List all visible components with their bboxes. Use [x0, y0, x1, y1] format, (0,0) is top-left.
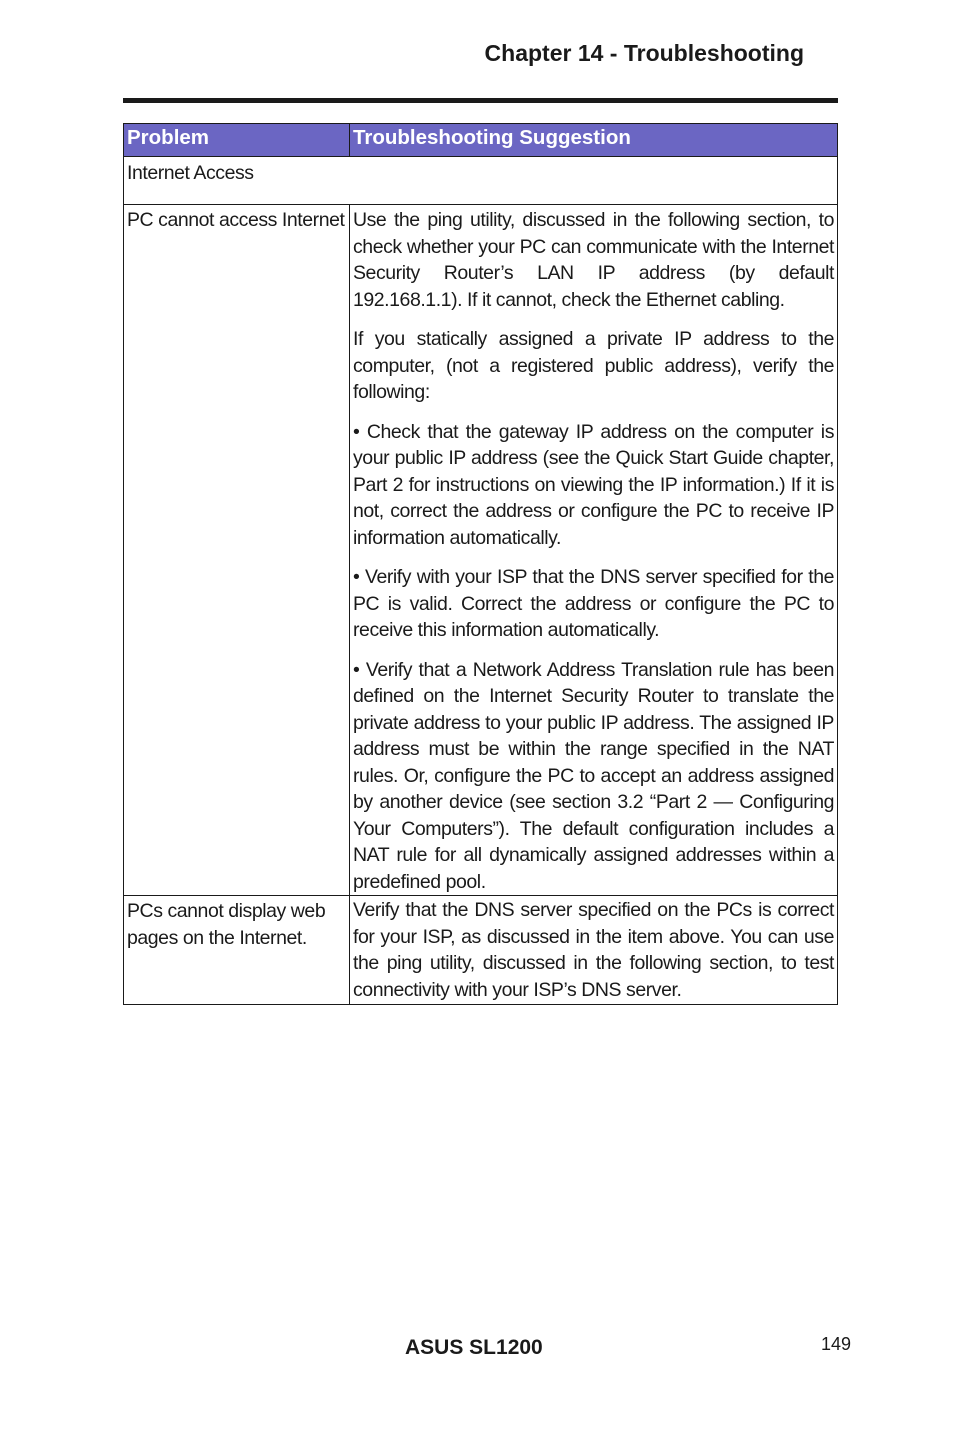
problem-cell: PCs cannot display web pages on the Internet.	[124, 896, 350, 1005]
chapter-title: Chapter 14 - Troubleshooting	[484, 40, 804, 66]
section-label: Internet Access	[124, 157, 838, 205]
footer-product-name: ASUS SL1200	[405, 1336, 543, 1359]
suggestion-paragraph: If you statically assigned a private IP address to the computer, (not a registered public address), verify the following:	[353, 328, 834, 403]
suggestion-cell	[350, 896, 838, 1005]
table-row	[124, 896, 838, 1005]
suggestion-paragraph: Verify that the DNS server specified on the PCs is correct for your ISP, as discussed in the item above. You can use the ping utility, discussed in the following section, to test connectivity with your ISP’s DNS server.	[353, 899, 834, 1001]
suggestion-bullet: • Verify that a Network Address Translation rule has been defined on the Internet Security Router to translate the private address to your public IP address. The assigned IP address must be within the range specified in the NAT rules. Or, configure the PC to accept an address assigned by another device (see section 3.2 “Part 2 — Configuring Your Computers”). The default configuration includes a NAT rule for all dynamically assigned addresses within a predefined pool.	[353, 658, 834, 893]
page-number: 149	[820, 1334, 851, 1354]
troubleshooting-table	[123, 123, 838, 1005]
header-rule	[123, 98, 838, 103]
column-header-suggestion: Troubleshooting Suggestion	[350, 124, 838, 157]
suggestion-bullet: • Verify with your ISP that the DNS server specified for the PC is valid. Correct the address or configure the PC to receive this information automatically.	[353, 566, 834, 641]
column-header-problem: Problem	[124, 124, 350, 157]
suggestion-paragraph: Use the ping utility, discussed in the following section, to check whether your PC can communicate with the Internet Security Router’s LAN IP address (by default 192.168.1.1). If it cannot, check the Ethernet cabling.	[353, 209, 834, 311]
section-row	[124, 157, 838, 205]
table-row	[124, 205, 838, 896]
table-header-row	[124, 124, 838, 157]
suggestion-bullet: • Check that the gateway IP address on the computer is your public IP address (see the Quick Start Guide chapter, Part 2 for instructions on viewing the IP information.) If it is not, correct the address or configure the PC to receive IP information automatically.	[353, 420, 834, 549]
suggestion-cell	[350, 205, 838, 896]
problem-cell: PC cannot access Internet	[124, 205, 350, 896]
